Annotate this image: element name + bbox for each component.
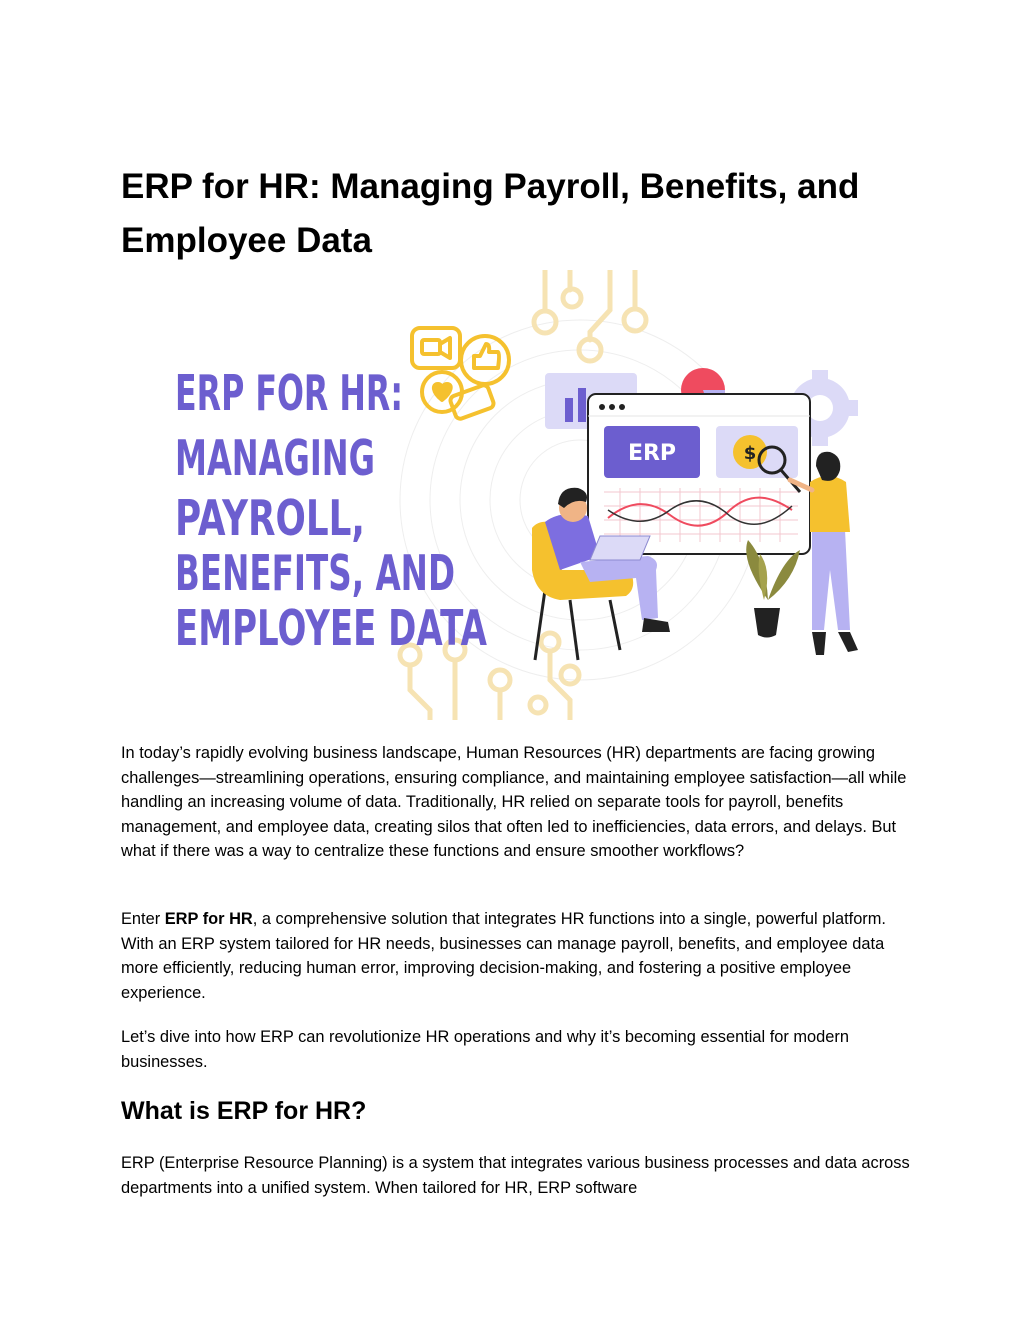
section-paragraph: ERP (Enterprise Resource Planning) is a system that integrates various business processes and data across departments into a unified system. When tailored for HR, ERP software (121, 1154, 910, 1197)
hero-illustration (160, 270, 900, 720)
hero-headline-line-1: ERP FOR HR: (175, 365, 403, 422)
hero-headline-line-3: PAYROLL, (175, 490, 365, 547)
erp-for-hr-bold: ERP for HR (164, 910, 253, 928)
phone-icon (449, 384, 495, 420)
woman-torso (810, 476, 850, 532)
section-heading: What is ERP for HR? (121, 1097, 367, 1125)
laptop (590, 536, 650, 560)
dive-in-paragraph: Let’s dive into how ERP can revolutionize HR operations and why it’s becoming essential for modern businesses. (121, 1028, 849, 1071)
woman-shoes (812, 632, 858, 655)
erp-badge-label: ERP (627, 441, 677, 466)
heart-chat-icon (422, 372, 462, 412)
circuit-lines-top (534, 270, 646, 361)
man-shoe (642, 618, 670, 632)
thumbs-up-icon (461, 336, 509, 384)
dollar-coin-symbol: $ (743, 443, 757, 464)
woman-legs (812, 530, 850, 630)
hero-headline (175, 365, 487, 657)
hero-headline-line-2: MANAGING (175, 430, 375, 487)
erp-for-hr-prefix: Enter (121, 910, 165, 928)
page-title: ERP for HR: Managing Payroll, Benefits, and Employee Data (121, 167, 860, 260)
dashboard-screen (588, 394, 810, 554)
erp-for-hr-suffix: , a comprehensive solution that integrates HR functions into a single, powerful platform. With an ERP system tailored for HR needs, businesses can manage payroll, benefits, and employee data more efficiently, reducing human error, improving decision-making, and fostering a positive employee experience. (121, 910, 886, 1002)
intro-paragraph: In today’s rapidly evolving business landscape, Human Resources (HR) departments are facing growing challenges—streamlining operations, ensuring compliance, and maintaining employee satisfaction—all while handling an increasing volume of data. Traditionally, HR relied on separate tools for payroll, benefits management, and employee data, creating silos that often led to inefficiencies, data errors, and delays. But what if there was a way to centralize these functions and ensure smoother workflows? (121, 744, 907, 860)
woman-hair (816, 452, 840, 481)
erp-for-hr-paragraph (121, 907, 911, 1005)
hero-headline-line-5: EMPLOYEE DATA (175, 600, 488, 657)
hero-headline-line-4: BENEFITS, AND (175, 545, 455, 602)
video-chat-icon (412, 328, 460, 368)
